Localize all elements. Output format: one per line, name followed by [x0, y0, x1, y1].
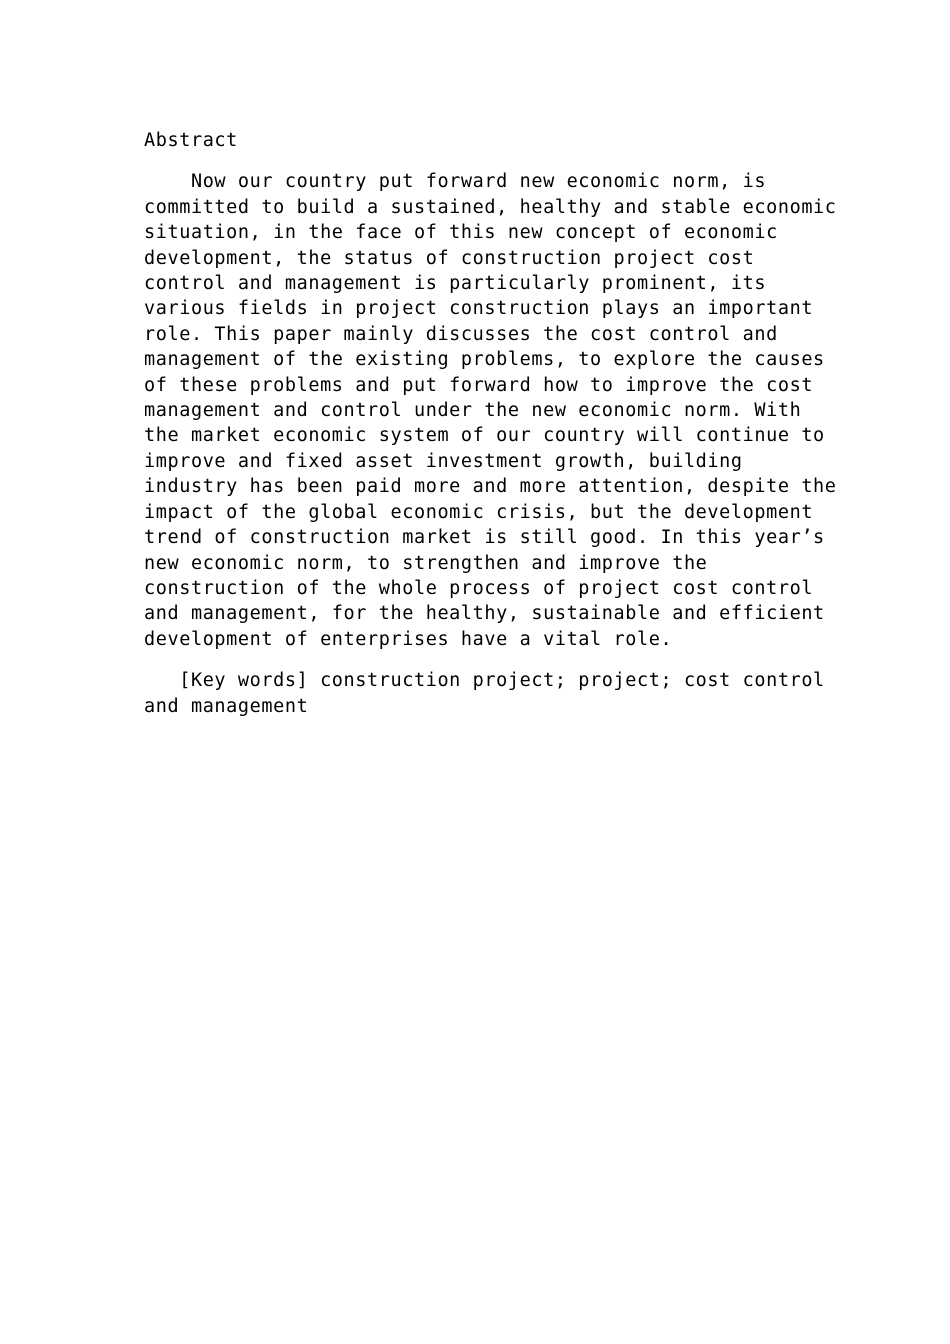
paragraph-line: development of enterprises have a vital role. — [144, 628, 673, 650]
paragraph-line: control and management is particularly prominent, its — [144, 273, 767, 295]
keywords-line: and management — [144, 695, 309, 717]
keywords-paragraph — [144, 668, 825, 719]
abstract-section — [144, 128, 837, 719]
heading-text: Abstract — [144, 130, 238, 151]
paragraph-line: construction of the whole process of project cost control — [144, 577, 814, 599]
paragraph-line: role. This paper mainly discusses the cost control and — [144, 323, 778, 345]
paragraph-line: the market economic system of our country will continue to — [144, 425, 825, 447]
paragraph-line: and management, for the healthy, sustainable and efficient — [144, 603, 825, 625]
abstract-heading — [144, 128, 814, 153]
paragraph-line: situation, in the face of this new concept of economic — [144, 222, 778, 244]
paragraph-line: improve and fixed asset investment growth, building — [144, 450, 743, 472]
paragraph-line: trend of construction market is still good. In this year’s — [144, 527, 825, 549]
paragraph-line: Now our country put forward new economic norm, is — [144, 171, 767, 193]
abstract-paragraph — [144, 169, 837, 652]
paragraph-line: various fields in project construction plays an important — [144, 298, 814, 320]
keywords-line: [Key words] construction project; project; cost control — [144, 670, 825, 692]
paragraph-line: new economic norm, to strengthen and improve the — [144, 552, 708, 574]
paragraph-line: of these problems and put forward how to improve the cost — [144, 374, 814, 396]
paragraph-line: development, the status of construction project cost — [144, 247, 755, 269]
paragraph-line: management and control under the new economic norm. With — [144, 400, 802, 422]
paragraph-line: committed to build a sustained, healthy and stable economic — [144, 196, 837, 218]
paragraph-line: industry has been paid more and more attention, despite the — [144, 476, 837, 498]
paragraph-line: impact of the global economic crisis, but the development — [144, 501, 814, 523]
paragraph-line: management of the existing problems, to explore the causes — [144, 349, 825, 371]
